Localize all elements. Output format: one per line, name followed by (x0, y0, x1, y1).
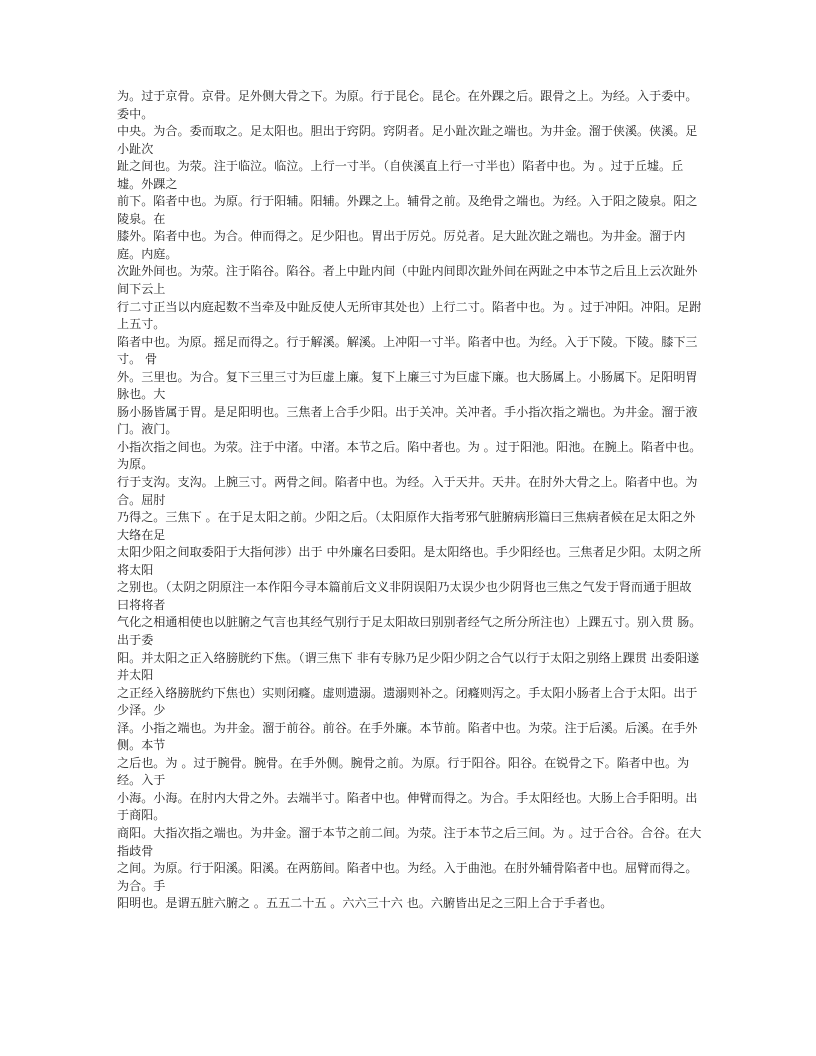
text-paragraph: 商阳。大指次指之端也。为井金。溜于本节之前二间。为荥。注于本节之后三间。为 。过于合谷。合谷。在大指歧骨 (117, 825, 702, 858)
text-paragraph: 前下。陷者中也。为原。行于阳辅。阳辅。外踝之上。辅骨之前。及绝骨之端也。为经。入于阳之陵泉。阳之陵泉。在 (117, 194, 698, 226)
text-paragraph: 肠小肠皆属于胃。是足阳明也。三焦者上合手少阳。出于关冲。关冲者。手小指次指之端也。为井金。溜于液门。液门。 (117, 404, 698, 437)
text-paragraph: 陷者中也。为原。摇足而得之。行于解溪。解溪。上冲阳一寸半。陷者中也。为经。入于下陵。下陵。膝下三寸。 骨 (117, 334, 698, 367)
text-paragraph: 行二寸正当以内庭起数不当牵及中趾反使人无所审其处也）上行二寸。陷者中也。为 。过于冲阳。冲阳。足跗上五寸。 (117, 299, 702, 332)
text-paragraph: 乃得之。三焦下 。在于足太阳之前。少阳之后。（太阳原作大指考邪气脏腑病形篇曰三焦病者候在足太阳之外大络在足 (117, 510, 696, 542)
text-paragraph: 气化之相通相使也以脏腑之气言也其经气别行于足太阳故曰别别者经气之所分所注也）上踝五寸。别入贯 肠。出于委 (117, 615, 702, 647)
text-paragraph: 泽。小指之端也。为井金。溜于前谷。前谷。在手外廉。本节前。陷者中也。为荥。注于后溪。后溪。在手外侧。本节 (117, 720, 698, 753)
document-body-text (117, 88, 703, 913)
text-paragraph: 太阳少阳之间取委阳于大指何涉）出于 中外廉名曰委阳。是太阳络也。手少阳经也。三焦者足少阳。太阴之所将太阳 (117, 545, 702, 577)
text-paragraph: 膝外。陷者中也。为合。伸而得之。足少阳也。胃出于厉兑。厉兑者。足大趾次趾之端也。为井金。溜于内庭。内庭。 (117, 229, 686, 261)
text-paragraph: 之别也。（太阴之阴原注一本作阳今寻本篇前后文义非阴误阳乃太误少也少阴肾也三焦之气发于肾而通于胆故曰将将者 (117, 580, 692, 612)
text-paragraph: 之后也。为 。过于腕骨。腕骨。在手外侧。腕骨之前。为原。行于阳谷。阳谷。在锐骨之下。陷者中也。为经。入于 (117, 755, 690, 788)
text-paragraph: 次趾外间也。为荥。注于陷谷。陷谷。者上中趾内间（中趾内间即次趾外间在两趾之中本节之后且上云次趾外间下云上 (117, 264, 698, 297)
text-paragraph: 之正经入络膀胱约下焦也）实则闭癃。虚则遗溺。遗溺则补之。闭癃则泻之。手太阳小肠者上合于太阳。出于少泽。少 (117, 685, 698, 718)
text-paragraph: 阳明也。是谓五脏六腑之 。五五二十五 。六六三十六 也。六腑皆出足之三阳上合于手者也。 (117, 896, 613, 911)
text-paragraph: 行于支沟。支沟。上腕三寸。两骨之间。陷者中也。为经。入于天井。天井。在肘外大骨之上。陷者中也。为合。屈肘 (117, 475, 698, 507)
text-paragraph: 之间。为原。行于阳溪。阳溪。在两筋间。陷者中也。为经。入于曲池。在肘外辅骨陷者中也。屈臂而得之。为合。手 (117, 861, 698, 893)
text-paragraph: 小海。小海。在肘内大骨之外。去端半寸。陷者中也。伸臂而得之。为合。手太阳经也。大肠上合手阳明。出于商阳。 (117, 790, 698, 823)
text-paragraph: 小指次指之间也。为荥。注于中渚。中渚。本节之后。陷中者也。为 。过于阳池。阳池。在腕上。陷者中也。为原。 (117, 439, 702, 472)
text-paragraph: 趾之间也。为荥。注于临泣。临泣。上行一寸半。（自侠溪直上行一寸半也）陷者中也。为 。过于丘墟。丘墟。外踝之 (117, 159, 684, 191)
text-paragraph: 外。三里也。为合。复下三里三寸为巨虚上廉。复下上廉三寸为巨虚下廉。也大肠属上。小肠属下。足阳明胃脉也。大 (117, 369, 698, 402)
text-paragraph: 为。过于京骨。京骨。足外侧大骨之下。为原。行于昆仑。昆仑。在外踝之后。跟骨之上。为经。入于委中。委中。 (117, 89, 698, 121)
text-paragraph: 中央。为合。委而取之。足太阳也。胆出于窍阴。窍阴者。足小趾次趾之端也。为井金。溜于侠溪。侠溪。足小趾次 (117, 124, 698, 156)
text-paragraph: 阳。并太阳之正入络膀胱约下焦。（谓三焦下 非有专脉乃足少阳少阴之合气以行于太阳之别络上踝贯 出委阳遂并太阳 (117, 650, 700, 683)
